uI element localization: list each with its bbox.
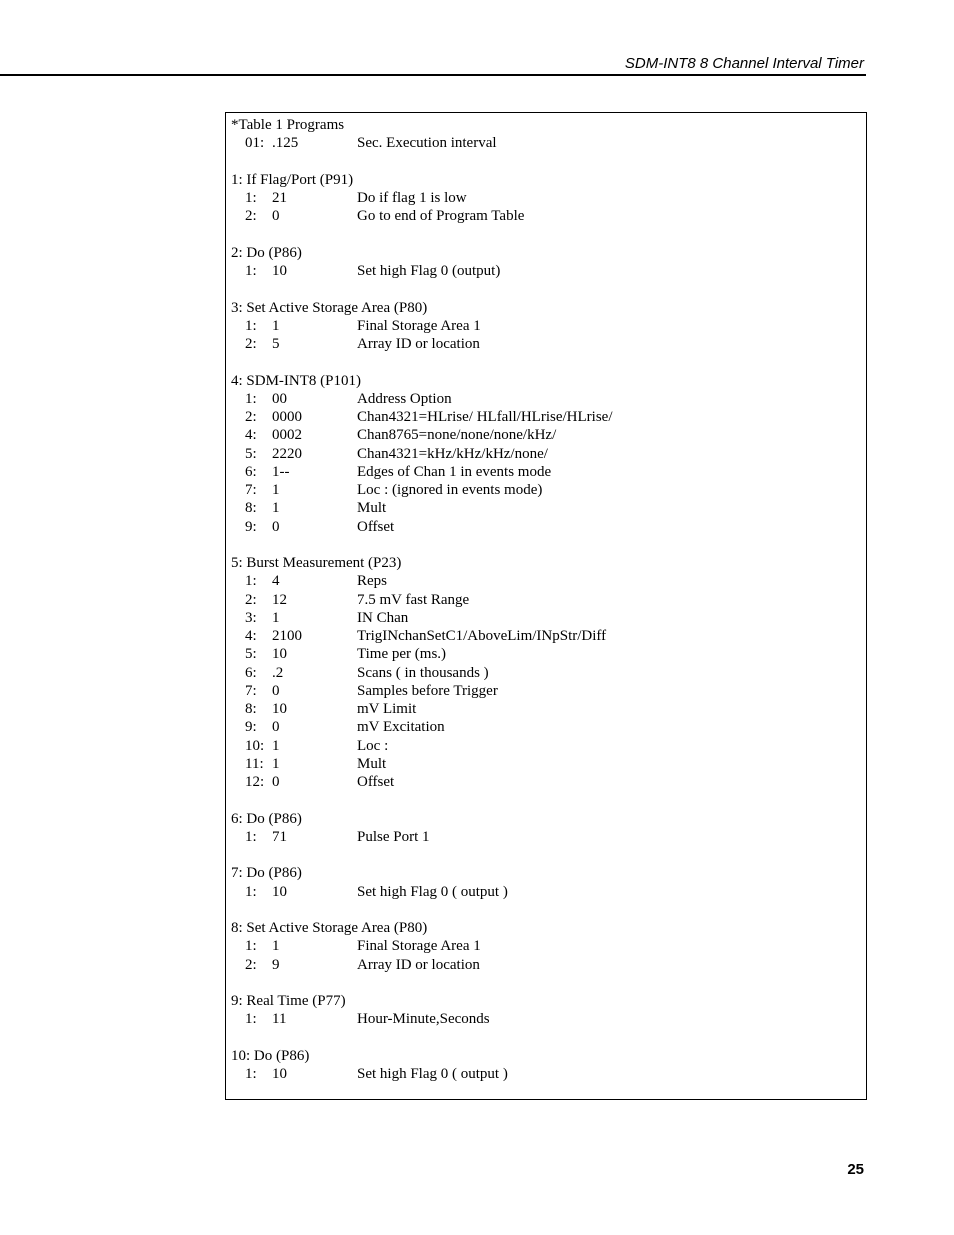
param-number: 1: xyxy=(245,883,257,900)
instruction-title: 2: Do (P86) xyxy=(231,244,302,261)
param-value: 2220 xyxy=(272,445,302,462)
param-description: TrigINchanSetC1/AboveLim/INpStr/Diff xyxy=(357,628,607,644)
param-description: Loc : xyxy=(357,737,389,754)
param-number: 9: xyxy=(245,719,257,736)
param-description: mV Excitation xyxy=(357,719,445,736)
header-rule xyxy=(0,74,866,76)
param-number: 1: xyxy=(245,190,257,206)
param-row xyxy=(231,481,866,499)
param-row xyxy=(231,445,866,463)
param-number: 9: xyxy=(245,518,257,535)
table-title: *Table 1 Programs xyxy=(231,117,345,133)
param-number: 2: xyxy=(245,956,257,973)
param-row xyxy=(231,518,866,536)
param-description: Loc : (ignored in events mode) xyxy=(357,482,543,498)
param-description: Offset xyxy=(357,518,395,535)
param-row xyxy=(231,664,866,682)
param-description: Mult xyxy=(357,500,387,517)
param-description: Chan4321=kHz/kHz/kHz/none/ xyxy=(357,445,548,462)
param-description: 7.5 mV fast Range xyxy=(357,591,470,608)
param-description: mV Limit xyxy=(357,701,417,717)
param-row xyxy=(231,883,866,901)
param-row xyxy=(231,591,866,609)
param-description: Scans ( in thousands ) xyxy=(357,664,489,681)
param-description: Address Option xyxy=(357,390,452,407)
param-description: Hour-Minute,Seconds xyxy=(357,1011,490,1028)
page-number: 25 xyxy=(847,1161,864,1178)
param-description: Final Storage Area 1 xyxy=(357,938,481,955)
param-description: Set high Flag 0 (output) xyxy=(357,263,501,279)
param-number: 7: xyxy=(245,482,257,498)
param-value: 12 xyxy=(272,591,287,608)
param-value: 0 xyxy=(272,774,280,790)
blank-line xyxy=(231,280,866,298)
param-value: .125 xyxy=(272,135,299,152)
param-row xyxy=(231,335,866,353)
param-row xyxy=(231,937,866,955)
blank-line xyxy=(231,153,866,171)
param-row xyxy=(231,718,866,736)
param-number: 5: xyxy=(245,646,257,663)
param-description: Reps xyxy=(357,573,387,590)
param-description: Mult xyxy=(357,755,387,772)
param-row xyxy=(231,682,866,700)
param-value: .2 xyxy=(272,664,284,681)
param-description: Set high Flag 0 ( output ) xyxy=(357,1066,508,1082)
param-value: 11 xyxy=(272,1011,287,1028)
param-description: Chan4321=HLrise/ HLfall/HLrise/HLrise/ xyxy=(357,409,613,425)
param-row xyxy=(231,390,866,408)
instruction-title: 5: Burst Measurement (P23) xyxy=(231,555,402,571)
param-row xyxy=(231,207,866,225)
param-value: 0 xyxy=(272,682,280,699)
instruction-title: 7: Do (P86) xyxy=(231,865,302,882)
blank-line xyxy=(231,846,866,864)
param-row xyxy=(231,755,866,773)
param-number: 1: xyxy=(245,390,257,407)
param-number: 8: xyxy=(245,500,257,517)
param-row xyxy=(231,262,866,280)
param-row xyxy=(231,609,866,627)
param-value: 0 xyxy=(272,208,280,225)
param-number: 1: xyxy=(245,573,257,590)
param-value: 1 xyxy=(272,755,280,772)
param-value: 1 xyxy=(272,609,280,626)
param-number: 1: xyxy=(245,938,257,955)
param-number: 2: xyxy=(245,336,257,352)
param-description: Pulse Port 1 xyxy=(357,828,430,845)
param-value: 21 xyxy=(272,190,287,206)
param-row xyxy=(231,426,866,444)
param-value: 0 xyxy=(272,518,280,535)
param-value: 10 xyxy=(272,263,287,279)
param-row xyxy=(231,189,866,207)
param-value: 10 xyxy=(272,883,287,900)
param-description: Offset xyxy=(357,774,395,790)
param-row xyxy=(231,1010,866,1028)
param-number: 01: xyxy=(245,135,265,152)
param-number: 2: xyxy=(245,591,257,608)
program-listing-box xyxy=(225,112,867,1100)
instruction-title: 4: SDM-INT8 (P101) xyxy=(231,372,361,389)
param-value: 2100 xyxy=(272,628,302,644)
param-number: 4: xyxy=(245,427,257,444)
blank-line xyxy=(231,536,866,554)
param-number: 6: xyxy=(245,664,257,681)
param-row xyxy=(231,645,866,663)
param-value: 5 xyxy=(272,336,280,352)
param-number: 4: xyxy=(245,628,257,644)
blank-line xyxy=(231,974,866,992)
param-value: 1 xyxy=(272,737,280,754)
param-value: 4 xyxy=(272,573,280,590)
param-value: 1 xyxy=(272,500,280,517)
param-number: 7: xyxy=(245,682,257,699)
param-description: Edges of Chan 1 in events mode xyxy=(357,463,552,480)
param-value: 0 xyxy=(272,719,280,736)
param-value: 1 xyxy=(272,482,280,498)
param-row xyxy=(231,408,866,426)
blank-line xyxy=(231,791,866,809)
param-number: 2: xyxy=(245,409,257,425)
param-row xyxy=(231,773,866,791)
param-number: 1: xyxy=(245,263,257,279)
param-value: 9 xyxy=(272,956,280,973)
param-number: 1: xyxy=(245,1011,257,1028)
param-number: 8: xyxy=(245,701,257,717)
param-row xyxy=(231,463,866,481)
param-number: 3: xyxy=(245,609,257,626)
param-description: Array ID or location xyxy=(357,956,480,973)
param-row xyxy=(231,737,866,755)
blank-line xyxy=(231,1029,866,1047)
page-header-title: SDM-INT8 8 Channel Interval Timer xyxy=(624,55,864,72)
param-description: Array ID or location xyxy=(357,336,480,352)
blank-line xyxy=(231,353,866,371)
param-value: 71 xyxy=(272,828,287,845)
param-number: 1: xyxy=(245,317,257,334)
instruction-title: 3: Set Active Storage Area (P80) xyxy=(231,299,428,316)
param-row xyxy=(231,700,866,718)
param-number: 12: xyxy=(245,774,265,790)
param-description: Do if flag 1 is low xyxy=(357,190,467,206)
exec-interval-row xyxy=(231,134,866,152)
param-row xyxy=(231,317,866,335)
param-description: IN Chan xyxy=(357,609,409,626)
param-description: Set high Flag 0 ( output ) xyxy=(357,883,508,900)
instruction-title: 6: Do (P86) xyxy=(231,810,302,827)
param-number: 2: xyxy=(245,208,257,225)
param-value: 1 xyxy=(272,317,280,334)
param-value: 0002 xyxy=(272,427,302,444)
instruction-title: 1: If Flag/Port (P91) xyxy=(231,171,354,188)
param-value: 1 xyxy=(272,938,280,955)
param-value: 00 xyxy=(272,390,287,407)
param-value: 10 xyxy=(272,701,287,717)
blank-line xyxy=(231,226,866,244)
param-description: Sec. Execution interval xyxy=(357,135,497,152)
instruction-title: 9: Real Time (P77) xyxy=(231,993,346,1009)
param-value: 10 xyxy=(272,1066,287,1082)
param-number: 11: xyxy=(245,755,264,772)
param-row xyxy=(231,627,866,645)
param-number: 1: xyxy=(245,828,257,845)
instruction-title: 10: Do (P86) xyxy=(231,1047,310,1064)
instruction-title: 8: Set Active Storage Area (P80) xyxy=(231,920,428,936)
param-value: 1-- xyxy=(272,463,290,480)
param-number: 1: xyxy=(245,1066,257,1082)
param-number: 6: xyxy=(245,463,257,480)
param-description: Chan8765=none/none/none/kHz/ xyxy=(357,427,557,444)
param-row xyxy=(231,828,866,846)
param-description: Go to end of Program Table xyxy=(357,208,525,225)
param-description: Samples before Trigger xyxy=(357,682,498,699)
param-row xyxy=(231,1065,866,1083)
instruction-list xyxy=(231,153,866,1084)
param-description: Final Storage Area 1 xyxy=(357,317,481,334)
param-number: 5: xyxy=(245,445,257,462)
param-value: 0000 xyxy=(272,409,302,425)
param-value: 10 xyxy=(272,646,287,663)
param-row xyxy=(231,572,866,590)
param-number: 10: xyxy=(245,737,265,754)
param-row xyxy=(231,956,866,974)
param-description: Time per (ms.) xyxy=(357,646,447,663)
param-row xyxy=(231,499,866,517)
blank-line xyxy=(231,901,866,919)
